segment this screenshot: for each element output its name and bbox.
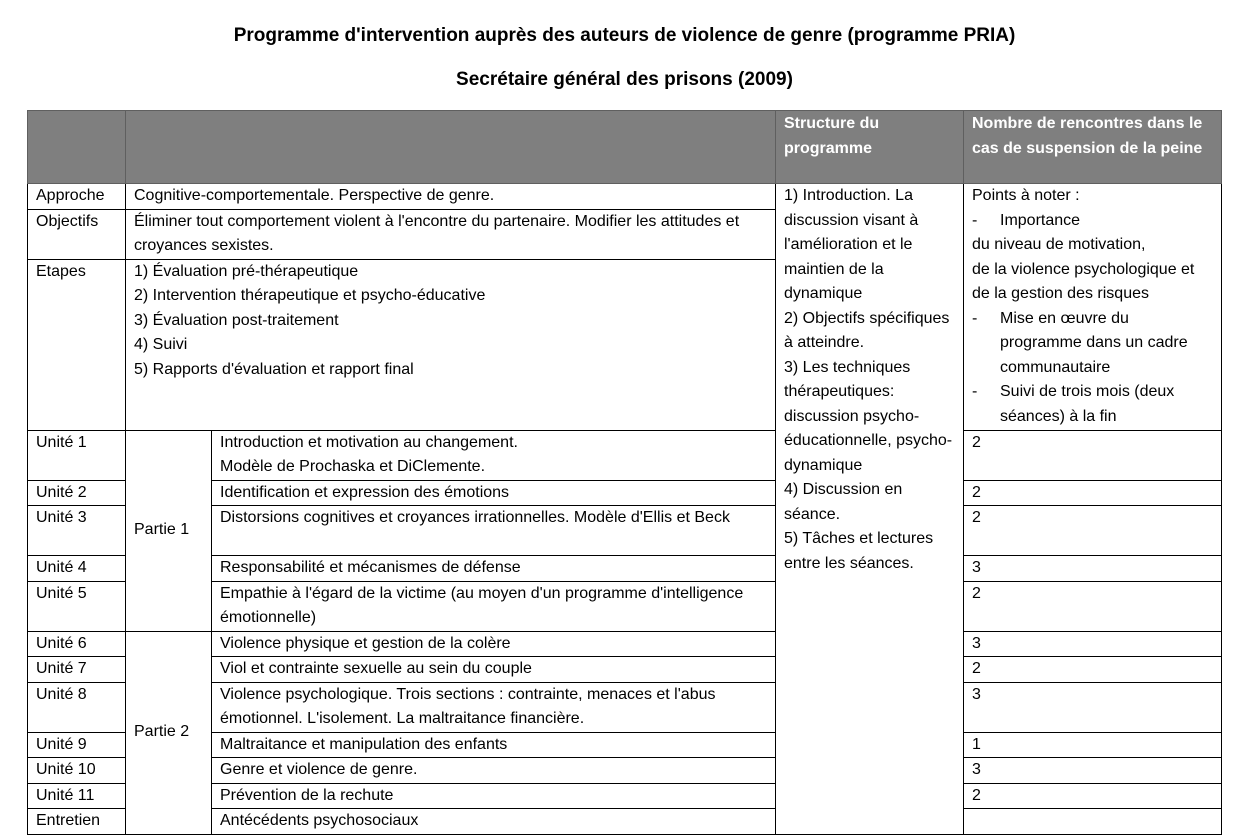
etape-item: 4) Suivi [134, 336, 188, 353]
part-label: Partie 1 [126, 430, 212, 631]
notes-heading: Points à noter : [972, 187, 1080, 204]
table-row [28, 184, 1222, 210]
unit-count: 1 [964, 732, 1222, 758]
unit-count: 3 [964, 631, 1222, 657]
header-meetings: Nombre de rencontres dans le cas de suspension de la peine [964, 111, 1222, 184]
unit-count [964, 809, 1222, 835]
unit-count: 2 [964, 783, 1222, 809]
unit-description [212, 430, 776, 480]
unit-count: 2 [964, 581, 1222, 631]
unit-count: 2 [964, 506, 1222, 556]
etape-item: 1) Évaluation pré-thérapeutique [134, 262, 359, 280]
unit-label: Unité 6 [28, 631, 126, 657]
unit-count: 3 [964, 556, 1222, 582]
notes-item: - Importance [972, 209, 1215, 234]
unit-description: Distorsions cognitives et croyances irrationnelles. Modèle d'Ellis et Beck [212, 506, 776, 556]
row-label-etapes: Etapes [28, 259, 126, 430]
notes-list [972, 307, 1215, 430]
unit-count: 2 [964, 480, 1222, 506]
unit-label: Unité 5 [28, 581, 126, 631]
unit-description: Maltraitance et manipulation des enfants [212, 732, 776, 758]
unit-description: Empathie à l'égard de la victime (au moyen d'un programme d'intelligence émotionnelle) [212, 581, 776, 631]
header-empty-1 [28, 111, 126, 184]
unit-description: Responsabilité et mécanismes de défense [212, 556, 776, 582]
unit-label: Unité 3 [28, 506, 126, 556]
unit-description: Antécédents psychosociaux [212, 809, 776, 835]
notes-continuation: du niveau de motivation, [972, 236, 1146, 253]
row-text-etapes [126, 259, 776, 430]
table-row [28, 631, 1222, 657]
unit-label: Unité 10 [28, 758, 126, 784]
structure-item: 4) Discussion en séance. [784, 481, 903, 523]
notes-list [972, 209, 1215, 234]
document-title: Programme d'intervention auprès des auteurs de violence de genre (programme PRIA) [233, 25, 1016, 46]
unit-description: Identification et expression des émotions [212, 480, 776, 506]
unit-count: 2 [964, 430, 1222, 480]
unit-label: Unité 8 [28, 682, 126, 732]
unit-label: Entretien [28, 809, 126, 835]
unit-count: 3 [964, 682, 1222, 732]
unit-description-line: Introduction et motivation au changement. [220, 433, 518, 451]
program-table [27, 110, 1222, 835]
table-header-row [28, 111, 1222, 184]
row-label-approche: Approche [28, 184, 126, 210]
unit-description-line: Modèle de Prochaska et DiClemente. [220, 458, 486, 475]
unit-description: Violence psychologique. Trois sections : contrainte, menaces et l'abus émotionnel. L'isolement. La maltraitance financière. [212, 682, 776, 732]
etape-item: 2) Intervention thérapeutique et psycho-éducative [134, 287, 486, 304]
table-row [28, 430, 1222, 480]
unit-label: Unité 1 [28, 430, 126, 480]
notes-continuation: de la violence psychologique et de la gestion des risques [972, 260, 1195, 302]
etape-item: 5) Rapports d'évaluation et rapport final [134, 360, 414, 378]
unit-label: Unité 11 [28, 783, 126, 809]
unit-description: Violence physique et gestion de la colère [212, 631, 776, 657]
structure-cell [776, 184, 964, 835]
unit-label: Unité 2 [28, 480, 126, 506]
unit-label: Unité 7 [28, 657, 126, 683]
row-text-approche: Cognitive-comportementale. Perspective de genre. [126, 184, 776, 210]
header-empty-2 [126, 111, 776, 184]
unit-description: Viol et contrainte sexuelle au sein du couple [212, 657, 776, 683]
structure-item: 1) Introduction. La discussion visant à l'amélioration et le maintien de la dynamique [784, 187, 919, 302]
notes-item: - Suivi de trois mois (deux séances) à la fin [972, 380, 1215, 429]
structure-item: 3) Les techniques thérapeutiques: discussion psycho-éducationnelle, psycho-dynamique [784, 358, 953, 474]
row-label-objectifs: Objectifs [28, 209, 126, 259]
part-label: Partie 2 [126, 631, 212, 834]
unit-description: Genre et violence de genre. [212, 758, 776, 784]
unit-label: Unité 9 [28, 732, 126, 758]
unit-description: Prévention de la rechute [212, 783, 776, 809]
header-structure: Structure du programme [776, 111, 964, 184]
notes-cell [964, 184, 1222, 431]
document-subtitle: Secrétaire général des prisons (2009) [456, 69, 793, 90]
etape-item: 3) Évaluation post-traitement [134, 311, 339, 329]
unit-count: 2 [964, 657, 1222, 683]
unit-count: 3 [964, 758, 1222, 784]
row-text-objectifs: Éliminer tout comportement violent à l'encontre du partenaire. Modifier les attitudes et croyances sexistes. [126, 209, 776, 259]
unit-label: Unité 4 [28, 556, 126, 582]
structure-item: 5) Tâches et lectures entre les séances. [784, 530, 934, 572]
notes-item: - Mise en œuvre du programme dans un cadre communautaire [972, 307, 1215, 381]
structure-item: 2) Objectifs spécifiques à atteindre. [784, 309, 950, 351]
